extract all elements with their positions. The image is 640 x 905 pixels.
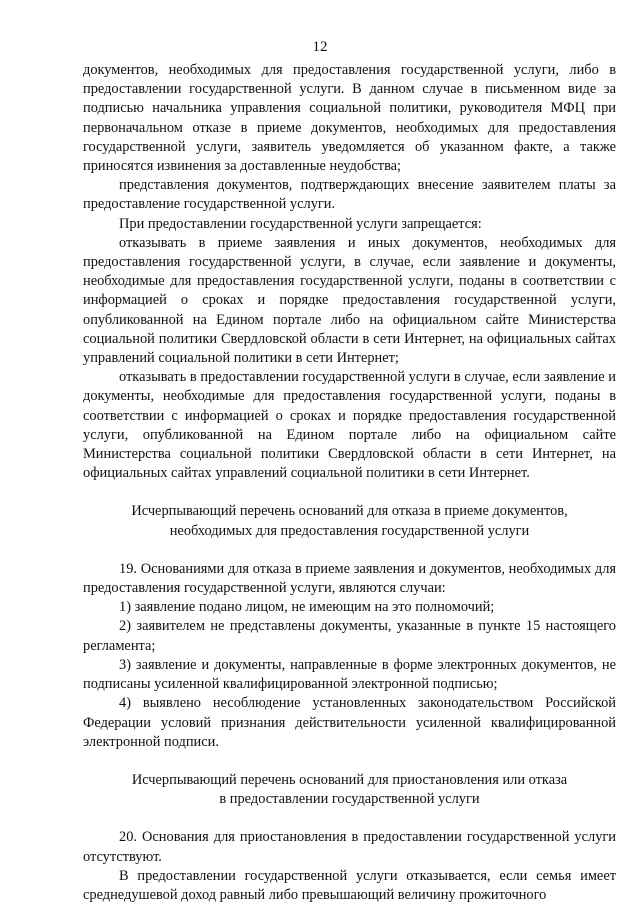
list-item-3: 3) заявление и документы, направленные в форме электронных документов, не подписаны усиленной квалифицированной электронной подписью; [83,656,616,693]
list-item-4: 4) выявлено несоблюдение установленных законодательством Российской Федерации условий признания действительности усиленной квалифицированной электронной подписи. [83,695,616,750]
list-item-1: 1) заявление подано лицом, не имеющим на это полномочий; [119,599,495,616]
paragraph-refusal-income: В предоставлении государственной услуги отказывается, если семья имеет среднедушевой доход равный либо превышающий величину прожиточного [83,867,616,903]
section-spacer [83,809,616,828]
section-spacer [83,541,616,560]
paragraph-item-19: 19. Основаниями для отказа в приеме заявления и документов, необходимых для предоставления государственной услуги, являются случаи: [83,560,616,597]
paragraph-payment-documents: представления документов, подтверждающих внесение заявителем платы за предоставление государственной услуги. [83,177,616,213]
paragraph-prohibition-refuse-acceptance: отказывать в приеме заявления и иных документов, необходимых для предоставления государственной услуги, в случае, если заявление и документы, необходимые для предоставления государственной услуги, поданы в соответствии с информацией о сроках и порядке предоставления государственной услуги, опубликованной на Едином портале либо на официальном сайте Министерства социальной политики Свердловской области в сети Интернет, на официальных сайтах управлений социальной политики в сети Интернет; [83,234,616,367]
section-heading-suspension-refusal [83,771,616,809]
section-spacer [83,483,616,502]
section-spacer [83,752,616,771]
heading-line: в предоставлении государственной услуги [219,791,480,808]
section-heading-refusal-acceptance [83,502,616,540]
page-number: 12 [312,39,328,55]
paragraph-item-20: 20. Основания для приостановления в предоставлении государственной услуги отсутствуют. [83,829,616,865]
document-body [83,61,616,905]
heading-line: Исчерпывающий перечень оснований для отказа в приеме документов, [131,503,568,520]
heading-line: необходимых для предоставления государственной услуги [169,522,530,539]
heading-line: Исчерпывающий перечень оснований для приостановления или отказа [131,771,568,788]
paragraph-continuation: документов, необходимых для предоставления государственной услуги, либо в предоставлении государственной услуги. В данном случае в письменном виде за подписью начальника управления социальной политики, руководителя МФЦ при первоначальном отказе в приеме документов, необходимых для предоставления государственной услуги, заявитель уведомляется об указанном факте, а также приносятся извинения за доставленные неудобства; [83,62,616,175]
paragraph-prohibition-refuse-provision: отказывать в предоставлении государственной услуги в случае, если заявление и документы, необходимые для предоставления государственной услуги, поданы в соответствии с информацией о сроках и порядке предоставления государственной услуги, опубликованной на Едином портале либо на официальном сайте Министерства социальной политики Свердловской области в сети Интернет, на официальных сайтах управлений социальной политики в сети Интернет. [83,369,616,482]
list-item-2: 2) заявителем не представлены документы, указанные в пункте 15 настоящего регламента; [83,618,616,654]
paragraph-prohibitions-intro: При предоставлении государственной услуги запрещается: [119,215,482,232]
